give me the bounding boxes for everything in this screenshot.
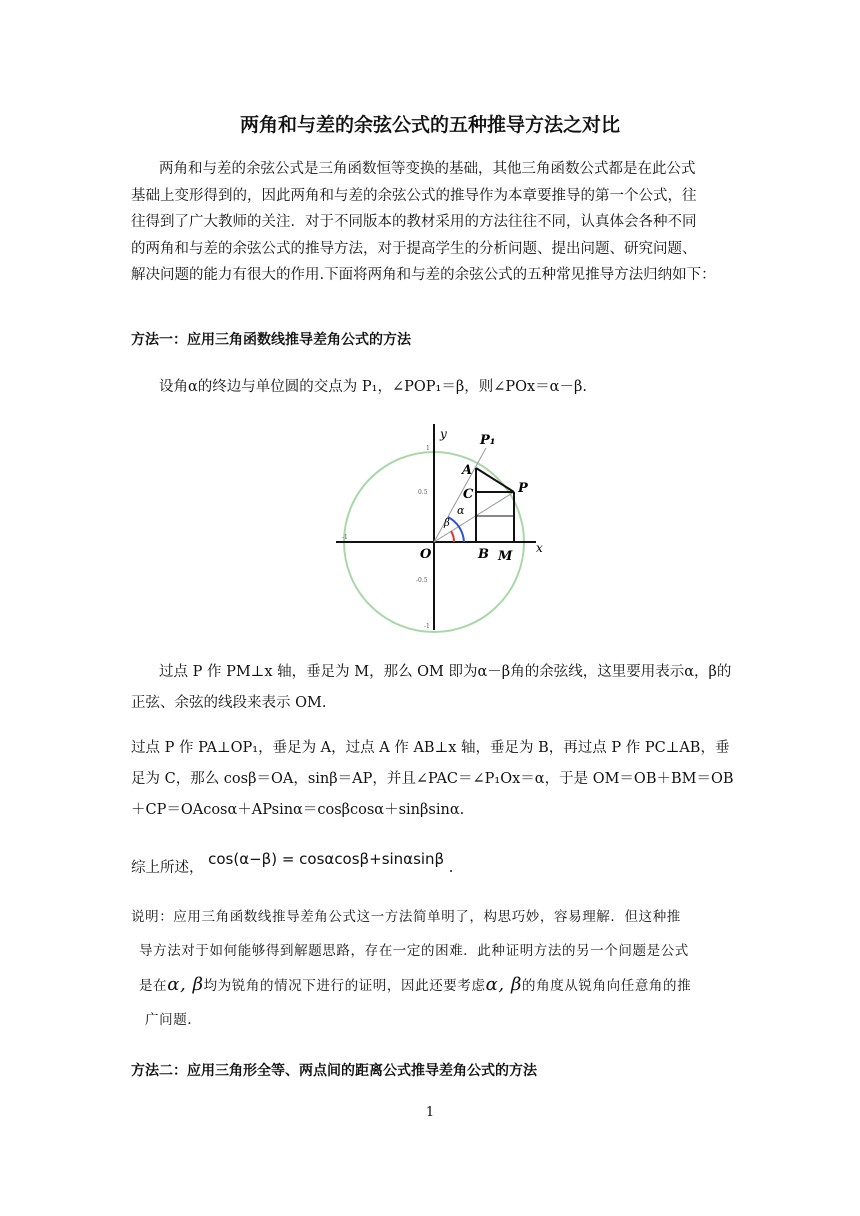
unit-circle-figure: [330, 418, 560, 634]
method2-heading: 方法二：应用三角形全等、两点间的距离公式推导差角公式的方法: [131, 1063, 537, 1079]
cos-difference-formula: cos(α−β) = cosαcosβ+sinαsinβ: [208, 850, 445, 868]
note-text: 均为锐角的情况下进行的证明，因此还要考虑: [203, 978, 486, 994]
conclusion-line: [131, 852, 741, 884]
tick-label-pos: 0.5: [418, 489, 428, 496]
paragraph-line: 过点 P 作 PA⊥OP₁，垂足为 A，过点 A 作 AB⊥x 轴，垂足为 B，再过点 P 作 PC⊥AB，垂: [131, 740, 730, 756]
note-line: 广问题.: [145, 1012, 193, 1028]
paragraph-line: ＋CP＝OAcosα＋APsinα＝cosβcosα＋sinβsinα.: [131, 802, 465, 818]
label-m: M: [498, 549, 513, 564]
arc-alpha: [448, 517, 464, 542]
label-y: y: [440, 427, 447, 441]
label-a: A: [462, 463, 473, 478]
label-x: x: [536, 541, 543, 555]
note-line: 导方法对于如何能够得到解题思路，存在一定的困难．此种证明方法的另一个问题是公式: [139, 943, 689, 959]
intro-line: 的两角和与差的余弦公式的推导方法，对于提高学生的分析问题、提出问题、研究问题、: [131, 240, 697, 257]
label-p: P: [518, 481, 528, 496]
conclusion-prefix: 综上所述，: [131, 860, 204, 876]
label-alpha: α: [457, 504, 465, 517]
label-o: O: [420, 547, 432, 562]
alpha-beta-symbol: α, β: [167, 974, 204, 995]
method1-note: [131, 900, 741, 1037]
note-line-3: [131, 968, 741, 1003]
arc-beta: [451, 531, 454, 542]
label-p1: P₁: [480, 433, 496, 448]
intro-line: 解决问题的能力有很大的作用.下面将两角和与差的余弦公式的五种常见推导方法归纳如下：: [131, 267, 716, 283]
note-line: 说明：应用三角函数线推导差角公式这一方法简单明了，构思巧妙，容易理解．但这种推: [131, 909, 681, 925]
intro-paragraph: [131, 156, 741, 289]
label-b: B: [478, 547, 489, 562]
method1-paragraph-1: [131, 657, 741, 719]
paragraph-line: 正弦、余弦的线段来表示 OM.: [131, 695, 327, 711]
segment-pa: [476, 468, 514, 492]
tick-label-bottom: -1: [424, 623, 430, 630]
intro-line: 基础上变形得到的，因此两角和与差的余弦公式的推导作为本章要推导的第一个公式，往: [131, 187, 697, 204]
tick-label-neg: -0.5: [416, 577, 428, 584]
method1-heading: 方法一：应用三角函数线推导差角公式的方法: [131, 332, 411, 348]
ray-op: [434, 492, 514, 542]
alpha-beta-symbol: α, β: [485, 974, 523, 995]
paragraph-line: 足为 C，那么 cosβ＝OA，sinβ＝AP，并且∠PAC＝∠P₁Ox＝α，于是 OM＝OB＋BM＝OB: [131, 771, 734, 787]
tick-label-left: -1: [342, 534, 348, 541]
page-number: 1: [425, 1105, 435, 1120]
note-text: 是在: [139, 978, 168, 994]
label-beta: β: [444, 518, 450, 529]
label-c: C: [463, 487, 474, 502]
conclusion-period: .: [448, 860, 454, 876]
paragraph-line: 过点 P 作 PM⊥x 轴，垂足为 M，那么 OM 即为α－β角的余弦线，这里要用表示α，β的: [159, 664, 732, 680]
page-title: 两角和与差的余弦公式的五种推导方法之对比: [239, 114, 620, 136]
tick-label-top: 1: [426, 445, 430, 452]
method1-setup: 设角α的终边与单位圆的交点为 P₁，∠POP₁＝β，则∠POx＝α－β.: [159, 379, 587, 395]
intro-line: 往得到了广大教师的关注．对于不同版本的教材采用的方法往往不同，认真体会各种不同: [131, 214, 697, 230]
note-text: 的角度从锐角向任意角的推: [522, 978, 692, 994]
method1-paragraph-2: [131, 733, 741, 826]
intro-line: 两角和与差的余弦公式是三角函数恒等变换的基础，其他三角函数公式都是在此公式: [159, 161, 696, 177]
